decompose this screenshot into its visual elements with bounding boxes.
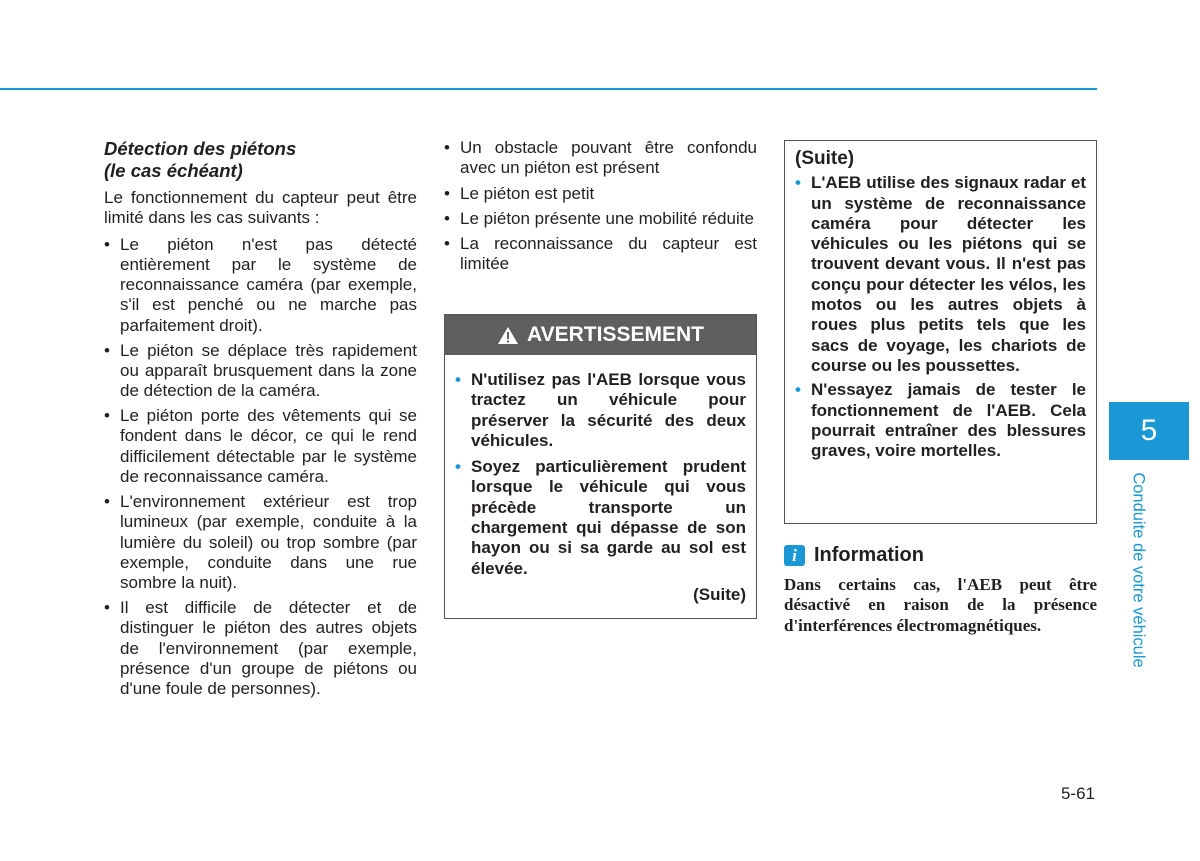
warning-list: [455, 370, 746, 579]
list-item: • N'utilisez pas l'AEB lorsque vous tractez un véhicule pour préserver la sécurité des deux véhicules.: [455, 370, 746, 450]
continued-title: (Suite): [795, 148, 855, 169]
list-item: • Le piéton présente une mobilité réduite: [444, 208, 754, 228]
warning-continued-box: [784, 140, 1097, 524]
info-icon: i: [784, 545, 805, 566]
list-item: • L'environnement extérieur est trop lumineux (par exemple, conduite à la lumière du soleil) ou trop sombre (par exemple, conduite dans une rue sombre la nuit).: [104, 491, 417, 593]
bullet-icon: •: [444, 183, 450, 203]
list-item: • Il est difficile de détecter et de distinguer le piéton des autres objets de l'environnement (par exemple, présence d'un groupe de piétons ou d'une foule de personnes).: [104, 598, 417, 699]
bullet-icon: •: [455, 457, 461, 477]
bullet-icon: •: [444, 138, 450, 157]
continued-label: (Suite): [693, 584, 746, 604]
section-title-line-2: (le cas échéant): [104, 160, 243, 181]
top-rule: [0, 88, 1097, 90]
section-title-line-1: Détection des piétons: [104, 138, 297, 159]
limitations-list: [104, 235, 417, 700]
list-item: • Un obstacle pouvant être confondu avec un piéton est présent: [444, 138, 757, 178]
section-title: [104, 138, 417, 182]
bullet-icon: •: [455, 370, 461, 389]
warning-header: [445, 315, 756, 355]
warning-continued-list: [795, 173, 1086, 461]
bullet-icon: •: [104, 234, 110, 254]
bullet-icon: •: [104, 340, 110, 360]
information-text: Dans certains cas, l'AEB peut être désactivé en raison de la présence d'interférences électromagnétiques.: [784, 575, 1097, 635]
bullet-icon: •: [104, 598, 110, 618]
bullet-icon: •: [444, 234, 450, 254]
bullet-icon: •: [444, 208, 450, 228]
middle-column: [444, 138, 757, 280]
chapter-title: Conduite de votre véhicule: [1129, 472, 1148, 668]
chapter-number-tab: 5: [1109, 402, 1189, 460]
bullet-icon: •: [795, 173, 801, 193]
list-item: • Soyez particulièrement prudent lorsque le véhicule qui vous précède transporte un chargement qui dépasse de son hayon ou si sa garde au sol est élevée.: [455, 457, 746, 578]
warning-triangle-icon: [497, 326, 519, 345]
list-item: • Le piéton est petit: [444, 183, 595, 203]
warning-box: [444, 314, 757, 619]
list-item: • Le piéton se déplace très rapidement ou apparaît brusquement dans la zone de détection de la caméra.: [104, 340, 417, 401]
list-item: • Le piéton porte des vêtements qui se fondent dans le décor, ce qui le rend difficilement détectable par le système de reconnaissance caméra.: [104, 406, 417, 487]
limitations-list-continued: [444, 138, 757, 275]
warning-title: AVERTISSEMENT: [527, 323, 704, 346]
information-header: [784, 544, 1097, 567]
list-item: • Le piéton n'est pas détecté entièrement par le système de reconnaissance caméra (par exemple, s'il est penché ou ne marche pas parfaitement droit).: [104, 234, 417, 335]
page-number: 5-61: [1060, 784, 1095, 803]
bullet-icon: •: [104, 406, 110, 426]
information-section: [784, 544, 1097, 636]
left-column: [104, 138, 417, 704]
information-title: Information: [814, 544, 924, 566]
list-item: • La reconnaissance du capteur est limitée: [444, 234, 757, 274]
list-item: • N'essayez jamais de tester le fonctionnement de l'AEB. Cela pourrait entraîner des blessures graves, voire mortelles.: [795, 380, 1086, 461]
bullet-icon: •: [795, 380, 801, 400]
warning-body: [445, 355, 756, 605]
bullet-icon: •: [104, 491, 110, 511]
intro-paragraph: Le fonctionnement du capteur peut être limité dans les cas suivants :: [104, 188, 417, 228]
list-item: • L'AEB utilise des signaux radar et un système de reconnaissance caméra pour détecter les véhicules ou les piétons qui se trouvent devant vous. Il n'est pas conçu pour détecter les vélos, les motos ou les autres objets à roues plus petits tels que les sacs de voyage, les chariots de course ou les poussettes.: [795, 173, 1086, 375]
